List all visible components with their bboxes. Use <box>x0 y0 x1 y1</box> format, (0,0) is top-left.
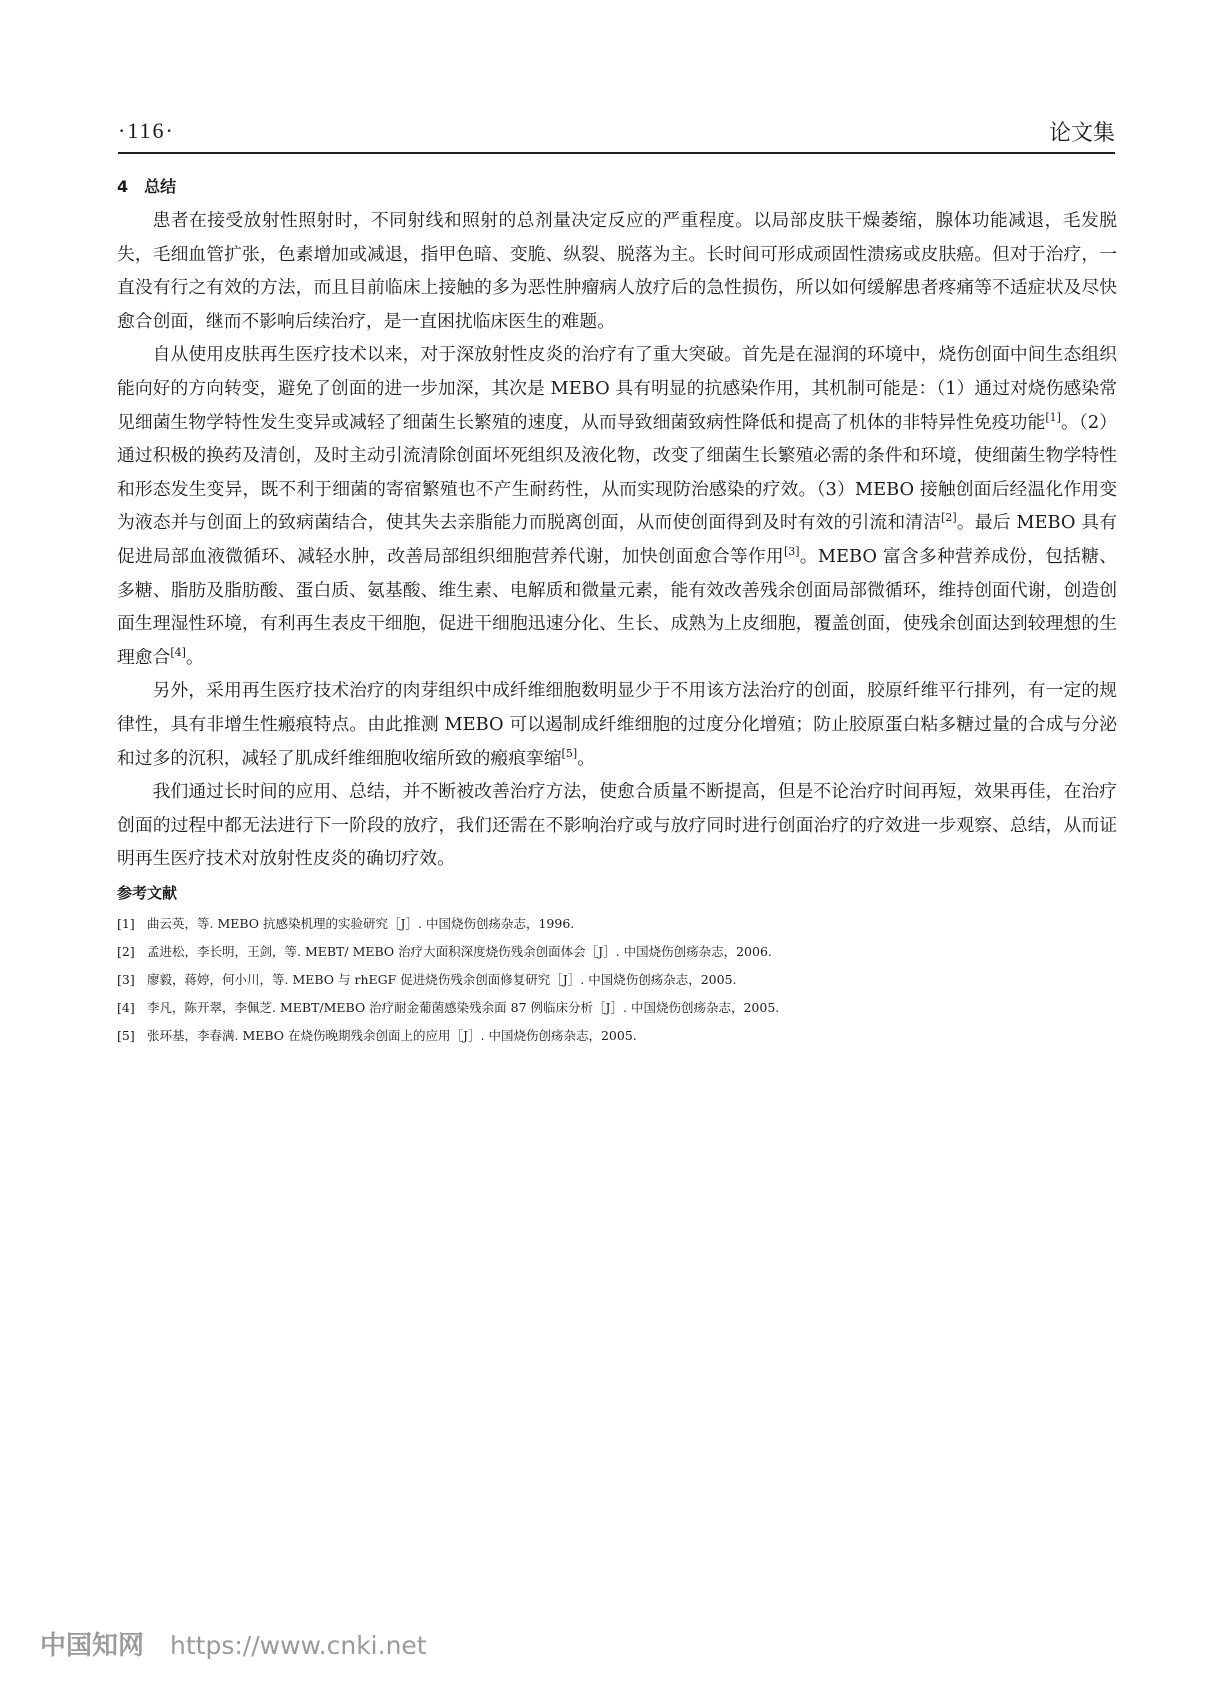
paragraph-2-text-b: 。（2）通过积极的换药及清创，及时主动引流清除创面坏死组织及液化物，改变了细菌生长繁殖必需的条件和环境，使细菌生物学特性和形态发生变异，既不利于细菌的寄宿繁殖也不产生耐药性，从而实现防治感染的疗效。（3）MEBO 接触创面后经温化作用变为液态并与创面上的致病菌结合，使其失去亲脂能力而脱离创面，从而使创面得到及时有效的引流和清洁 <box>117 411 1117 534</box>
running-title: 论文集 <box>1048 121 1115 146</box>
reference-text: 孟进松，李长明，王剑，等. MEBT/ MEBO 治疗大面积深度烧伤残余创面体会［J］. 中国烧伤创疡杂志，2006. <box>147 943 772 959</box>
reference-text: 李凡，陈开翠，李佩芝. MEBT/MEBO 治疗耐金葡菌感染残余面 87 例临床分析［J］. 中国烧伤创疡杂志，2005. <box>147 999 780 1015</box>
reference-text: 曲云英，等. MEBO 抗感染机理的实验研究［J］. 中国烧伤创疡杂志，1996. <box>147 915 575 931</box>
header-rule <box>118 152 1115 154</box>
citation-4[interactable]: [4] <box>170 645 186 659</box>
cnki-logo: 中国知网 <box>40 1631 145 1661</box>
reference-number: [3] <box>117 971 135 987</box>
reference-number: [5] <box>117 1027 135 1043</box>
paragraph-4: 我们通过长时间的应用、总结，并不断被改善治疗方法，使愈合质量不断提高，但是不论治疗时间再短，效果再佳，在治疗创面的过程中都无法进行下一阶段的放疗，我们还需在不影响治疗或与放疗同时进行创面治疗的疗效进一步观察、总结，从而证明再生医疗技术对放射性皮炎的确切疗效。 <box>117 781 1117 870</box>
reference-item <box>117 938 1117 966</box>
reference-text: 张环基，李春满. MEBO 在烧伤晚期残余创面上的应用［J］. 中国烧伤创疡杂志，2005. <box>147 1027 637 1043</box>
citation-2[interactable]: [2] <box>941 511 957 525</box>
reference-number: [4] <box>117 999 135 1015</box>
reference-list <box>117 910 1117 1050</box>
citation-5[interactable]: [5] <box>561 746 578 760</box>
reference-item <box>117 966 1117 994</box>
paragraph-2-text-c: 。最后 MEBO 具有促进局部血液微循环、减轻水肿，改善局部组织细胞营养代谢，加快创面愈合等作用 <box>117 512 1117 567</box>
paragraph-1: 患者在接受放射性照射时，不同射线和照射的总剂量决定反应的严重程度。以局部皮肤干燥萎缩，腺体功能减退，毛发脱失，毛细血管扩张，色素增加或减退，指甲色暗、变脆、纵裂、脱落为主。长时间可形成顽固性溃疡或皮肤癌。但对于治疗，一直没有行之有效的方法，而且目前临床上接触的多为恶性肿瘤病人放疗后的急性损伤，所以如何缓解患者疼痛等不适症状及尽快愈合创面，继而不影响后续治疗，是一直困扰临床医生的难题。 <box>117 210 1117 332</box>
paragraph-2-text-d: 。MEBO 富含多种营养成份，包括糖、多糖、脂肪及脂肪酸、蛋白质、氨基酸、维生素、电解质和微量元素，能有效改善残余创面局部微循环，维持创面代谢，创造创面生理湿性环境，有利再生表皮干细胞，促进干细胞迅速分化、生长、成熟为上皮细胞，覆盖创面，使残余创面达到较理想的生理愈合 <box>117 545 1117 668</box>
article-body <box>117 172 1117 1050</box>
paragraph-2 <box>117 338 1117 674</box>
citation-1[interactable]: [1] <box>1045 410 1061 424</box>
section-number: 4 <box>117 177 129 196</box>
cnki-watermark <box>40 1625 427 1665</box>
reference-number: [1] <box>117 915 135 931</box>
paragraph-2-text-a: 自从使用皮肤再生医疗技术以来，对于深放射性皮炎的治疗有了重大突破。首先是在湿润的环境中，烧伤创面中间生态组织能向好的方向转变，避免了创面的进一步加深，其次是 MEBO 具有明显的抗感染作用，其机制可能是：（1）通过对烧伤感染常见细菌生物学特性发生变异或减轻了细菌生长繁殖的速度，从而导致细菌致病性降低和提高了机体的非特异性免疫功能 <box>117 344 1117 433</box>
page-header <box>118 112 1115 152</box>
paragraph-3 <box>117 674 1117 775</box>
reference-item <box>117 994 1117 1022</box>
cnki-url-link[interactable]: https://www.cnki.net <box>170 1631 427 1660</box>
section-title: 总结 <box>144 177 177 196</box>
reference-text: 廖毅，蒋婷，何小川，等. MEBO 与 rhEGF 促进烧伤残余创面修复研究［J］. 中国烧伤创疡杂志，2005. <box>147 971 737 987</box>
reference-item <box>117 910 1117 938</box>
references-heading: 参考文献 <box>117 883 178 902</box>
paragraph-3-text-a: 另外，采用再生医疗技术治疗的肉芽组织中成纤维细胞数明显少于不用该方法治疗的创面，胶原纤维平行排列，有一定的规律性，具有非增生性瘢痕特点。由此推测 MEBO 可以遏制成纤维细胞的过度分化增殖；防止胶原蛋白粘多糖过量的合成与分泌和过多的沉积，减轻了肌成纤维细胞收缩所致的瘢痕挛缩 <box>117 680 1117 769</box>
paragraph-3-text-b: 。 <box>577 747 595 769</box>
page-number: ·116· <box>118 118 175 143</box>
reference-number: [2] <box>117 943 135 959</box>
reference-item <box>117 1022 1117 1050</box>
paragraph-2-text-e: 。 <box>185 646 204 668</box>
citation-3[interactable]: [3] <box>783 545 800 559</box>
section-heading <box>117 172 1117 202</box>
